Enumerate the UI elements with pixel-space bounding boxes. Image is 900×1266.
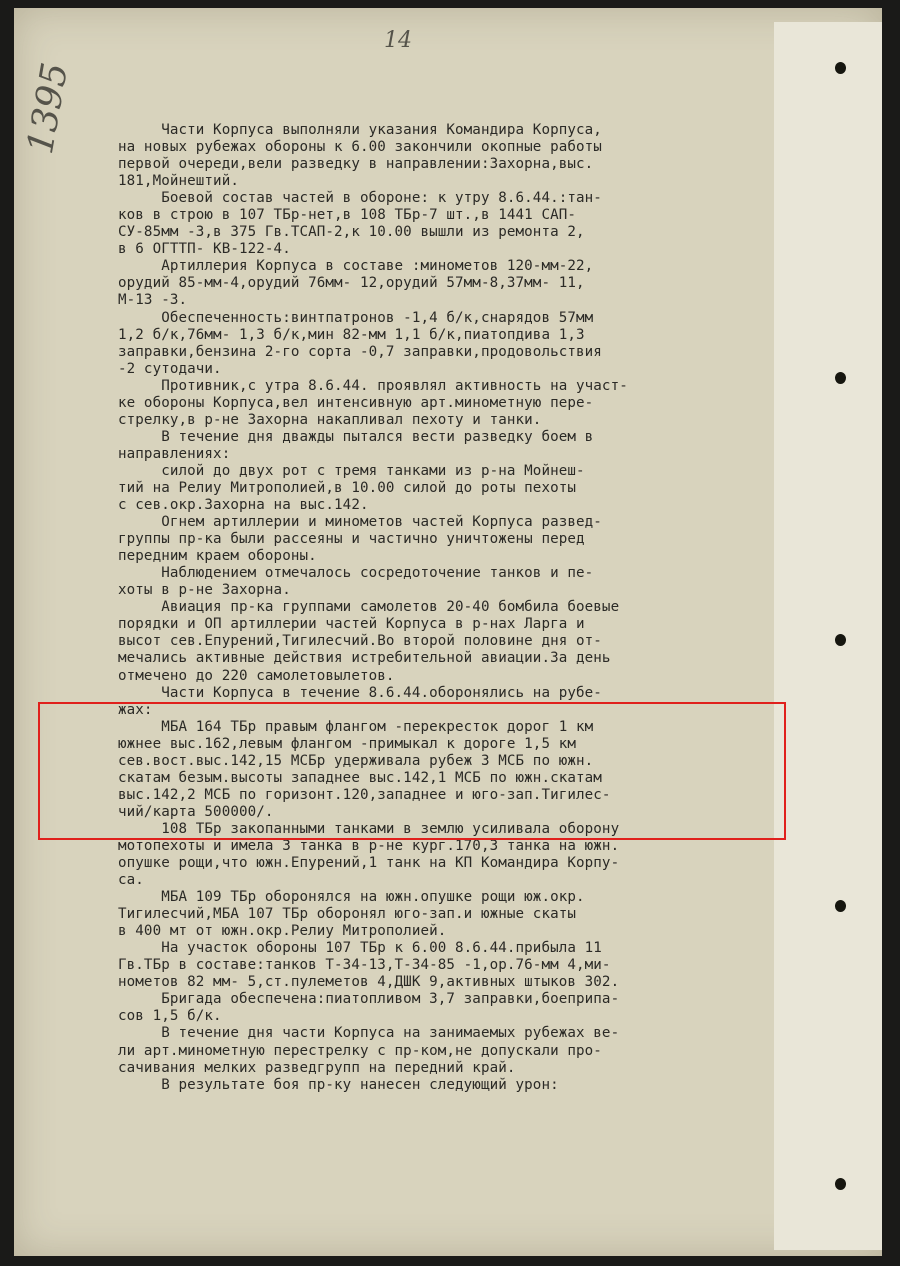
text-line: хоты в р-не Захорна. [118, 582, 291, 599]
text-line: ке обороны Корпуса,вел интенсивную арт.минометную пере- [118, 394, 594, 411]
text-line: На участок обороны 107 ТБр к 6.00 8.6.44.прибыла 11 [118, 940, 602, 957]
binding-hole [835, 372, 846, 384]
text-line: Артиллерия Корпуса в составе :минометов 120-мм-22, [118, 258, 594, 275]
text-line: тий на Релиу Митрополией,в 10.00 силой до роты пехоты [118, 479, 577, 496]
text-line: -2 сутодачи. [118, 360, 222, 377]
binding-hole [835, 1178, 846, 1190]
text-line: порядки и ОП артиллерии частей Корпуса в р-нах Ларга и [118, 616, 585, 633]
text-line: В течение дня части Корпуса на занимаемых рубежах ве- [118, 1025, 620, 1042]
text-line: сачивания мелких разведгрупп на передний край. [118, 1059, 516, 1076]
text-line: нометов 82 мм- 5,ст.пулеметов 4,ДШК 9,активных штыков 302. [118, 974, 620, 991]
text-line: направлениях: [118, 445, 231, 462]
text-line: мотопехоты и имела 3 танка в р-не кург.170,3 танка на южн. [118, 837, 620, 854]
text-line: в 400 мт от южн.окр.Релиу Митрополией. [118, 923, 447, 940]
text-line: скатам безым.высоты западнее выс.142,1 МСБ по южн.скатам [118, 769, 602, 786]
text-line: заправки,бензина 2-го сорта -0,7 заправки,продовольствия [118, 343, 602, 360]
archive-margin-number: 1395 [20, 59, 77, 158]
text-line: Бригада обеспечена:пиатопливом 3,7 заправки,боеприпа- [118, 991, 620, 1008]
text-line: на новых рубежах обороны к 6.00 закончили окопные работы [118, 139, 602, 156]
text-line: первой очереди,вели разведку в направлении:Захорна,выс. [118, 156, 594, 173]
text-line: передним краем обороны. [118, 548, 317, 565]
text-line: отмечено до 220 самолетовылетов. [118, 667, 395, 684]
text-line: высот сев.Епурений,Тигилесчий.Во второй половине дня от- [118, 633, 602, 650]
text-line: мечались активные действия истребительной авиации.За день [118, 650, 611, 667]
text-line: ков в строю в 107 ТБр-нет,в 108 ТБр-7 шт.,в 1441 САП- [118, 207, 577, 224]
text-line: стрелку,в р-не Захорна накапливал пехоту и танки. [118, 411, 542, 428]
text-line: Наблюдением отмечалось сосредоточение танков и пе- [118, 565, 594, 582]
text-line: Огнем артиллерии и минометов частей Корпуса развед- [118, 514, 602, 531]
text-line: в 6 ОГТТП- КВ-122-4. [118, 241, 291, 258]
text-line: опушке рощи,что южн.Епурений,1 танк на КП Командира Корпу- [118, 855, 620, 872]
text-line: чий/карта 500000/. [118, 803, 274, 820]
text-line: Части Корпуса в течение 8.6.44.оборонялись на рубе- [118, 684, 602, 701]
text-line: Боевой состав частей в обороне: к утру 8.6.44.:тан- [118, 190, 602, 207]
text-line: орудий 85-мм-4,орудий 76мм- 12,орудий 57мм-8,37мм- 11, [118, 275, 585, 292]
text-line: жах: [118, 701, 153, 718]
binding-hole [835, 900, 846, 912]
page-edge-strip [774, 22, 882, 1250]
text-line: Части Корпуса выполняли указания Командира Корпуса, [118, 122, 602, 138]
text-line: сев.вост.выс.142,15 МСБр удерживала рубеж 3 МСБ по южн. [118, 752, 594, 769]
text-line: южнее выс.162,левым флангом -примыкал к дороге 1,5 км [118, 735, 577, 752]
text-line: Авиация пр-ка группами самолетов 20-40 бомбила боевые [118, 599, 620, 616]
binding-hole [835, 634, 846, 646]
text-line: выс.142,2 МСБ по горизонт.120,западнее и юго-зап.Тигилес- [118, 786, 611, 803]
text-line: Тигилесчий,МБА 107 ТБр оборонял юго-зап.и южные скаты [118, 906, 577, 923]
text-line: са. [118, 872, 144, 889]
text-line: Обеспеченность:винтпатронов -1,4 б/к,снарядов 57мм [118, 309, 594, 326]
text-line: МБА 109 ТБр оборонялся на южн.опушке рощи юж.окр. [118, 889, 585, 906]
text-line: группы пр-ка были рассеяны и частично уничтожены перед [118, 531, 585, 548]
text-line: 108 ТБр закопанными танками в землю усиливала оборону [118, 820, 620, 837]
text-line: силой до двух рот с тремя танками из р-на Мойнеш- [118, 462, 585, 479]
text-line: Гв.ТБр в составе:танков Т-34-13,Т-34-85 -1,ор.76-мм 4,ми- [118, 957, 611, 974]
page-number: 14 [384, 28, 412, 53]
highlight-box [38, 702, 786, 840]
text-line: М-13 -3. [118, 292, 188, 309]
text-line: 1,2 б/к,76мм- 1,3 б/к,мин 82-мм 1,1 б/к,пиатопдива 1,3 [118, 326, 585, 343]
text-line: МБА 164 ТБр правым флангом -перекресток дорог 1 км [118, 718, 594, 735]
text-line: с сев.окр.Захорна на выс.142. [118, 497, 369, 514]
binding-hole [835, 62, 846, 74]
text-line: В результате боя пр-ку нанесен следующий урон: [118, 1076, 559, 1093]
typed-report-text [118, 122, 758, 1094]
text-line: СУ-85мм -3,в 375 Гв.ТСАП-2,к 10.00 вышли из ремонта 2, [118, 224, 585, 241]
text-line: сов 1,5 б/к. [118, 1008, 222, 1025]
text-line: 181,Мойнештий. [118, 173, 239, 190]
text-line: Противник,с утра 8.6.44. проявлял активность на участ- [118, 377, 628, 394]
text-line: ли арт.минометную перестрелку с пр-ком,не допускали про- [118, 1042, 602, 1059]
text-line: В течение дня дважды пытался вести разведку боем в [118, 428, 594, 445]
